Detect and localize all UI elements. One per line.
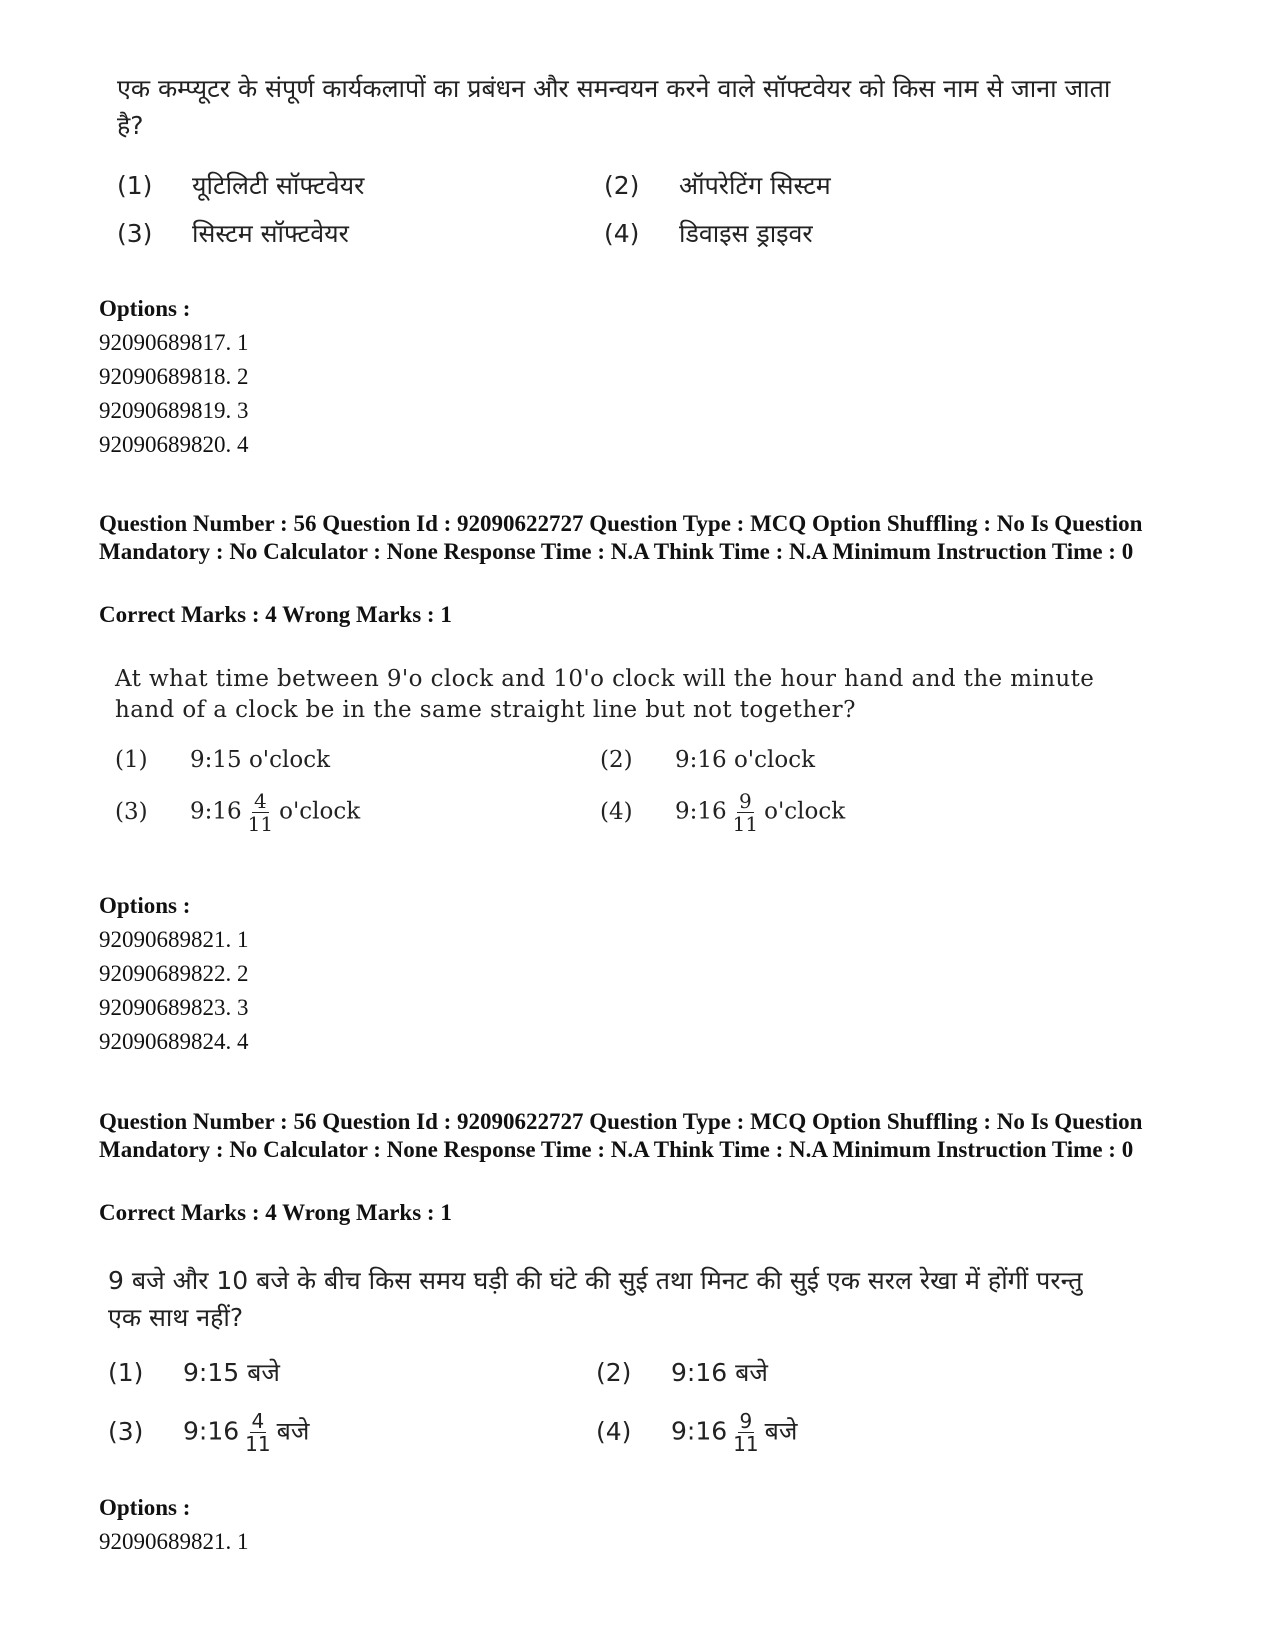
- choice-text: ऑपरेटिंग सिस्टम: [679, 171, 831, 200]
- choice-suffix: बजे: [764, 1416, 798, 1446]
- option-id-line: 92090689823. 3: [99, 995, 249, 1020]
- choice-number: (3): [115, 798, 148, 825]
- fraction-numerator: 9: [739, 789, 752, 813]
- choice-number: (1): [115, 747, 148, 773]
- choice-1: [117, 168, 364, 202]
- choice-text: 9:15 बजे: [183, 1358, 280, 1387]
- fraction-numerator: 4: [251, 1409, 265, 1433]
- option-id-line: 92090689821. 1: [99, 1529, 249, 1554]
- question-meta: Question Number : 56 Question Id : 92090622727 Question Type : MCQ Option Shuffling : No Is Question Mandatory : No Calculator : None Response Time : N.A Think Time : N.A Minimum Instruction Time : 0: [99, 511, 1143, 564]
- fraction-denominator: 11: [732, 812, 759, 836]
- option-id-line: 92090689822. 2: [99, 961, 249, 986]
- choice-time: 9:16: [671, 1416, 728, 1446]
- choice-suffix: बजे: [276, 1416, 310, 1446]
- option-id-line: 92090689820. 4: [99, 432, 249, 457]
- choice-3: [108, 1410, 309, 1455]
- option-id-line: 92090689824. 4: [99, 1029, 249, 1054]
- choice-text: यूटिलिटी सॉफ्टवेयर: [192, 171, 365, 200]
- choice-4: [596, 1410, 797, 1455]
- choice-number: (1): [108, 1358, 144, 1387]
- choice-text: सिस्टम सॉफ्टवेयर: [192, 219, 349, 248]
- choice-text: 9:15 o'clock: [190, 747, 331, 773]
- choice-1: [115, 747, 330, 773]
- fraction-denominator: 11: [247, 812, 274, 836]
- choice-number: (2): [596, 1358, 632, 1387]
- fraction: [245, 1410, 270, 1455]
- choice-number: (3): [108, 1416, 144, 1446]
- choice-time: 9:16: [183, 1416, 240, 1446]
- choice-number: (2): [600, 747, 633, 773]
- options-heading: Options :: [99, 296, 191, 321]
- choice-1: [108, 1355, 280, 1389]
- choice-suffix: o'clock: [764, 798, 846, 825]
- choice-text: 9:16 बजे: [671, 1358, 768, 1387]
- options-heading: Options :: [99, 893, 191, 918]
- choice-number: (2): [604, 171, 640, 200]
- fraction: [733, 1410, 758, 1455]
- choice-number: (3): [117, 219, 153, 248]
- option-id-line: 92090689821. 1: [99, 927, 249, 952]
- fraction-numerator: 9: [739, 1409, 753, 1433]
- fraction: [733, 790, 758, 835]
- choice-text: डिवाइस ड्राइवर: [679, 219, 813, 248]
- choice-3: [117, 216, 349, 250]
- fraction: [248, 790, 273, 835]
- choice-3: [115, 790, 360, 835]
- fraction-numerator: 4: [254, 789, 267, 813]
- choice-number: (4): [596, 1416, 632, 1446]
- choice-4: [600, 790, 845, 835]
- choice-number: (4): [600, 798, 633, 825]
- options-heading: Options :: [99, 1495, 191, 1520]
- question-meta: Question Number : 56 Question Id : 92090622727 Question Type : MCQ Option Shuffling : No Is Question Mandatory : No Calculator : None Response Time : N.A Think Time : N.A Minimum Instruction Time : 0: [99, 1109, 1143, 1162]
- choice-number: (1): [117, 171, 153, 200]
- option-id-line: 92090689817. 1: [99, 330, 249, 355]
- choice-suffix: o'clock: [279, 798, 361, 825]
- marks-line: Correct Marks : 4 Wrong Marks : 1: [99, 1200, 452, 1225]
- choice-2: [600, 747, 815, 773]
- question-text-english: At what time between 9'o clock and 10'o clock will the hour hand and the minute hand of a clock be in the same straight line but not together?: [115, 666, 1095, 723]
- marks-line: Correct Marks : 4 Wrong Marks : 1: [99, 602, 452, 627]
- choice-4: [604, 216, 813, 250]
- fraction-denominator: 11: [733, 1432, 759, 1456]
- choice-2: [604, 168, 831, 202]
- question-text-hindi-clock: 9 बजे और 10 बजे के बीच किस समय घड़ी की घंटे की सुई तथा मिनट की सुई एक सरल रेखा में होंगीं परन्तु एक साथ नहीं?: [108, 1266, 1083, 1332]
- choice-number: (4): [604, 219, 640, 248]
- question-text-hindi-os: एक कम्प्यूटर के संपूर्ण कार्यकलापों का प्रबंधन और समन्वयन करने वाले सॉफ्टवेयर को किस नाम से जाना जाता है?: [117, 74, 1111, 140]
- choice-2: [596, 1355, 768, 1389]
- choice-text: 9:16 o'clock: [675, 747, 816, 773]
- choice-time: 9:16: [190, 798, 242, 825]
- fraction-denominator: 11: [245, 1432, 271, 1456]
- choice-time: 9:16: [675, 798, 727, 825]
- option-id-line: 92090689819. 3: [99, 398, 249, 423]
- option-id-line: 92090689818. 2: [99, 364, 249, 389]
